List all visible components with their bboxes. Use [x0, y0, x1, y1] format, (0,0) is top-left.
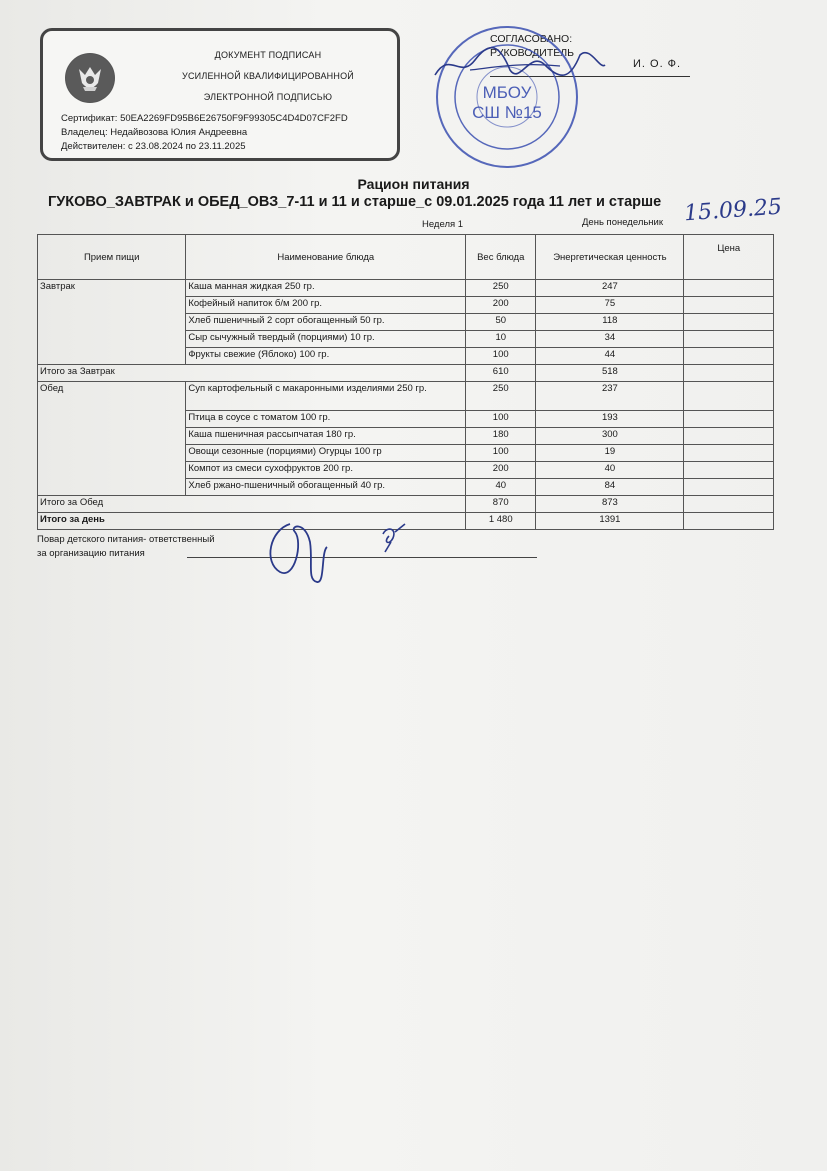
page-title: Рацион питания — [357, 176, 470, 192]
total-label: Итого за Завтрак — [38, 365, 466, 382]
energy-cell: 118 — [536, 314, 684, 331]
weight-cell: 200 — [466, 462, 536, 479]
price-cell — [684, 365, 774, 382]
energy-cell: 247 — [536, 280, 684, 297]
price-cell — [684, 428, 774, 445]
price-cell — [684, 445, 774, 462]
weight-cell: 250 — [466, 280, 536, 297]
dish-cell: Компот из смеси сухофруктов 200 гр. — [186, 462, 466, 479]
dish-cell: Кофейный напиток б/м 200 гр. — [186, 297, 466, 314]
weight-cell: 40 — [466, 479, 536, 496]
dish-cell: Сыр сычужный твердый (порциями) 10 гр. — [186, 331, 466, 348]
energy-cell: 44 — [536, 348, 684, 365]
table-row — [38, 280, 774, 297]
dish-cell: Каша манная жидкая 250 гр. — [186, 280, 466, 297]
dish-cell: Каша пшеничная рассыпчатая 180 гр. — [186, 428, 466, 445]
total-weight: 1 480 — [466, 513, 536, 530]
header-weight: Вес блюда — [466, 235, 536, 280]
weight-cell: 100 — [466, 445, 536, 462]
header-price: Цена — [684, 235, 774, 280]
price-cell — [684, 462, 774, 479]
price-cell — [684, 297, 774, 314]
total-weight: 870 — [466, 496, 536, 513]
total-label: Итого за день — [38, 513, 466, 530]
director-signature-icon — [430, 40, 610, 90]
energy-cell: 300 — [536, 428, 684, 445]
price-cell — [684, 382, 774, 411]
energy-cell: 193 — [536, 411, 684, 428]
total-energy: 1391 — [536, 513, 684, 530]
signature-title: ДОКУМЕНТ ПОДПИСАН УСИЛЕННОЙ КВАЛИФИЦИРОВАННОЙ ЭЛЕКТРОННОЙ ПОДПИСЬЮ — [182, 50, 354, 102]
weight-cell: 100 — [466, 411, 536, 428]
total-energy: 873 — [536, 496, 684, 513]
dish-cell: Хлеб пшеничный 2 сорт обогащенный 50 гр. — [186, 314, 466, 331]
lunch-total-row — [38, 496, 774, 513]
table-row — [38, 382, 774, 411]
svg-text:СШ №15: СШ №15 — [472, 103, 542, 122]
dish-cell: Фрукты свежие (Яблоко) 100 гр. — [186, 348, 466, 365]
energy-cell: 237 — [536, 382, 684, 411]
energy-cell: 34 — [536, 331, 684, 348]
week-label: Неделя 1 — [422, 219, 464, 230]
price-cell — [684, 314, 774, 331]
weight-cell: 50 — [466, 314, 536, 331]
price-cell — [684, 280, 774, 297]
electronic-signature-box — [40, 28, 400, 161]
weight-cell: 10 — [466, 331, 536, 348]
meal-breakfast: Завтрак — [38, 280, 186, 365]
meal-lunch: Обед — [38, 382, 186, 496]
day-label: День понедельник — [582, 217, 664, 228]
total-weight: 610 — [466, 365, 536, 382]
header-meal: Прием пищи — [38, 235, 186, 280]
price-cell — [684, 411, 774, 428]
weight-cell: 180 — [466, 428, 536, 445]
approval-fio: И. О. Ф. — [633, 58, 682, 70]
weight-cell: 250 — [466, 382, 536, 411]
certificate-text: Сертификат: 50EA2269FD95B6E26750F9F99305C4D4D07CF2FD — [61, 113, 348, 124]
energy-cell: 75 — [536, 297, 684, 314]
dish-cell: Птица в соусе с томатом 100 гр. — [186, 411, 466, 428]
price-cell — [684, 331, 774, 348]
energy-cell: 19 — [536, 445, 684, 462]
dish-cell: Суп картофельный с макаронными изделиями 250 гр. — [186, 382, 466, 411]
price-cell — [684, 348, 774, 365]
header-dish: Наименование блюда — [186, 235, 466, 280]
dish-cell: Хлеб ржано-пшеничный обогащенный 40 гр. — [186, 479, 466, 496]
table-header-row — [38, 235, 774, 280]
svg-text:МБОУ: МБОУ — [482, 83, 532, 102]
menu-table — [37, 234, 774, 530]
energy-cell: 40 — [536, 462, 684, 479]
footer-responsible: Повар детского питания- ответственный за организацию питания — [37, 534, 215, 559]
header-energy: Энергетическая ценность — [536, 235, 684, 280]
validity-text: Действителен: с 23.08.2024 по 23.11.2025 — [61, 141, 246, 152]
approval-label: СОГЛАСОВАНО: РУКОВОДИТЕЛЬ — [490, 33, 575, 59]
page-subtitle: ГУКОВО_ЗАВТРАК и ОБЕД_ОВЗ_7-11 и 11 и старше_с 09.01.2025 года 11 лет и старше — [48, 194, 662, 210]
handwritten-date: 15.09.25 — [683, 194, 783, 227]
energy-cell: 84 — [536, 479, 684, 496]
price-cell — [684, 513, 774, 530]
weight-cell: 100 — [466, 348, 536, 365]
dish-cell: Овощи сезонные (порциями) Огурцы 100 гр — [186, 445, 466, 462]
total-energy: 518 — [536, 365, 684, 382]
price-cell — [684, 496, 774, 513]
cook-signature-icon — [255, 512, 425, 587]
total-label: Итого за Обед — [38, 496, 466, 513]
breakfast-total-row — [38, 365, 774, 382]
price-cell — [684, 479, 774, 496]
owner-text: Владелец: Недайвозова Юлия Андреевна — [61, 127, 248, 138]
weight-cell: 200 — [466, 297, 536, 314]
emblem-icon — [65, 53, 115, 103]
